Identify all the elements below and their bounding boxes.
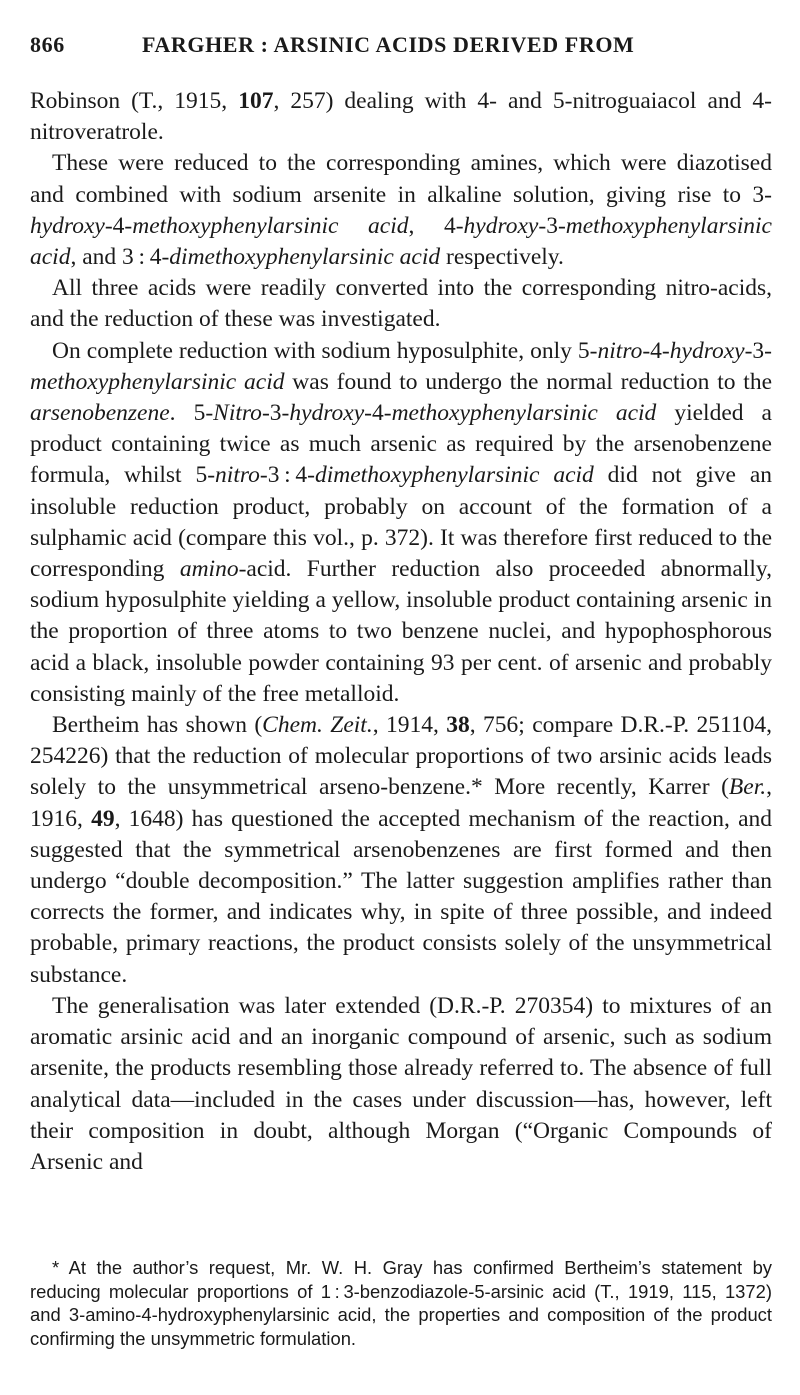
- text-run: -3-: [744, 337, 772, 364]
- text-run: -4-: [104, 212, 133, 239]
- text-run: did not give an insoluble reduction product, probably on account of the formation of a sulphamic acid (compare this vol., p. 372). It was therefore first reduced to the corresponding: [30, 462, 773, 583]
- italic-text: hydroxy: [289, 400, 365, 427]
- text-run: All three acids were readily converted into the corresponding nitro-acids, and the reduction of these was investigated.: [30, 275, 772, 333]
- running-header: [30, 32, 770, 62]
- footnote: * At the author’s request, Mr. W. H. Gray has confirmed Bertheim’s statement by reducing molecular proportions of 1 : 3-benzodiazole-5-arsinic acid (T., 1919, 115, 1372) and 3-amino-4-hydroxyphenylarsinic acid, the properties and composition of the product confirming the unsymmetric formulation.: [30, 1257, 772, 1349]
- italic-text: amino: [179, 556, 239, 583]
- text-run: -4-: [642, 337, 670, 364]
- paragraph: [30, 86, 772, 148]
- text-run: was found to undergo the normal reduction to the: [284, 368, 772, 395]
- text-run: -4-: [364, 400, 392, 427]
- italic-text: arsenobenzene: [30, 400, 170, 427]
- text-run: -3-: [261, 400, 290, 427]
- text-run: Bertheim has shown (: [52, 712, 263, 739]
- italic-text: methoxyphenylarsinic acid: [132, 212, 409, 239]
- text-run: yielded a product containing twice as much arsenic as required by the arsenobenzene formula, whilst 5-: [30, 400, 772, 489]
- paragraph: [30, 710, 772, 991]
- italic-text: Nitro: [213, 400, 262, 427]
- text-run: , 257) dealing with 4- and 5-nitroguaiacol and 4-nitroveratrole.: [30, 88, 772, 146]
- text-run: -3-: [538, 212, 566, 239]
- italic-text: Chem. Zeit.: [262, 712, 373, 739]
- bold-volume: 38: [446, 712, 470, 739]
- paragraph: [30, 273, 772, 335]
- text-run: , 756; compare D.R.-P. 251104, 254226) that the reduction of molecular proportions of two arsinic acids leads solely to the unsymmetrical arseno-benzene.* More recently, Karrer (: [30, 712, 773, 801]
- paragraph: [30, 336, 772, 710]
- text-run: , 1648) has questioned the accepted mechanism of the reaction, and suggested that the symmetrical arsenobenzenes are first formed and then undergo “double decomposition.” The latter suggestion amplifies rather than corrects the former, and indicates why, in spite of three possible, and indeed probable, primary reactions, the product consists solely of the unsymmetrical substance.: [30, 805, 773, 988]
- bold-volume: 107: [238, 88, 274, 114]
- bold-volume: 49: [91, 805, 115, 832]
- italic-text: dimethoxyphenylarsinic acid: [314, 462, 594, 489]
- italic-text: hydroxy: [669, 337, 745, 364]
- italic-text: hydroxy: [463, 212, 539, 239]
- italic-text: nitro: [215, 462, 260, 489]
- paragraph: [30, 991, 772, 1178]
- italic-text: hydroxy: [30, 212, 105, 239]
- text-run: , 4-: [408, 212, 464, 239]
- text-run: , and 3 : 4-: [70, 244, 170, 271]
- text-run: respectively.: [440, 244, 564, 271]
- italic-text: methoxyphenylarsinic acid: [30, 212, 772, 271]
- italic-text: methoxyphenylarsinic acid: [30, 368, 285, 395]
- text-run: , 1916,: [30, 774, 772, 832]
- text-run: Robinson (T., 1915,: [30, 88, 239, 114]
- text-run: -3 : 4-: [259, 462, 315, 489]
- text-run: -acid. Further reduction also proceeded abnormally, sodium hyposulphite yielding a yellow, insoluble product containing arsenic in the proportion of three atoms to two benzene nuclei, and hypophosphorous acid a black, insoluble powder containing 93 per cent. of arsenic and probably consisting mainly of the free metalloid.: [30, 556, 773, 707]
- page-number: 866: [30, 32, 65, 57]
- text-run: , 1914,: [372, 712, 447, 739]
- italic-text: Ber.: [728, 774, 767, 801]
- text-run: The generalisation was later extended (D.R.-P. 270354) to mixtures of an aromatic arsinic acid and an inorganic compound of arsenic, such as sodium arsenite, the products resembling those already referred to. The absence of full analytical data—included in the cases under discussion—has, however, left their composition in doubt, although Morgan (“Organic Compounds of Arsenic and: [30, 992, 772, 1175]
- running-title: FARGHER : ARSINIC ACIDS DERIVED FROM: [142, 32, 635, 57]
- body-text: [30, 86, 772, 1178]
- italic-text: dimethoxyphenylarsinic acid: [169, 244, 441, 271]
- text-run: On complete reduction with sodium hyposulphite, only 5-: [52, 337, 598, 364]
- paragraph: [30, 148, 772, 273]
- text-run: . 5-: [169, 400, 214, 427]
- italic-text: nitro: [597, 337, 643, 364]
- italic-text: methoxyphenylarsinic acid: [391, 400, 657, 427]
- text-run: These were reduced to the corresponding amines, which were diazotised and combined with sodium arsenite in alkaline solution, giving rise to 3-: [30, 150, 772, 208]
